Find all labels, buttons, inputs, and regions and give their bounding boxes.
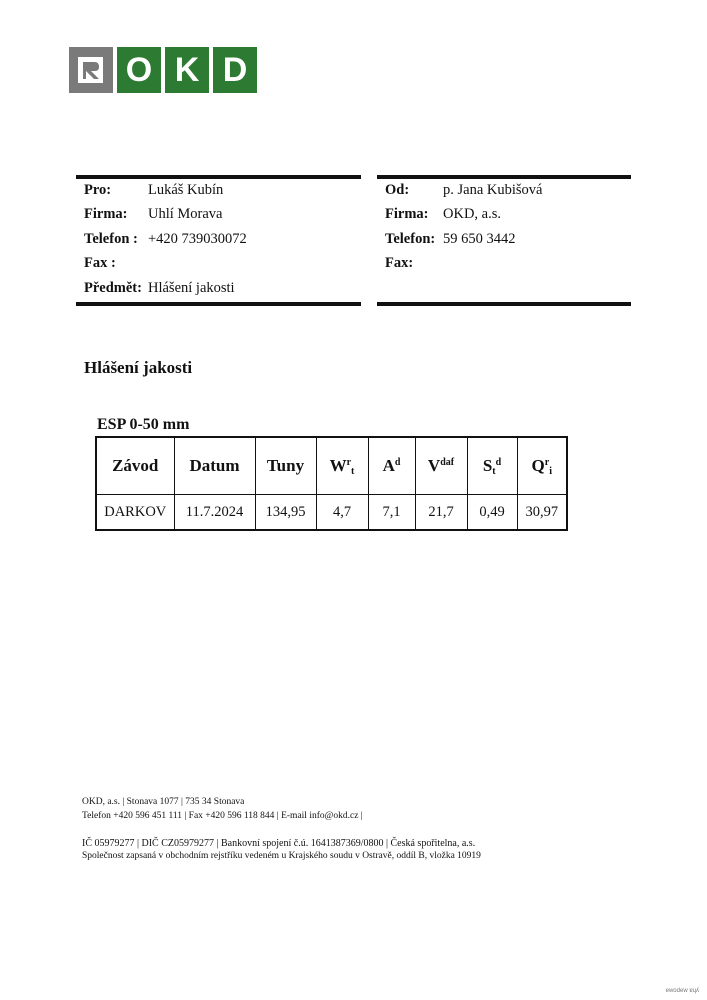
header-tuny: Tuny <box>255 437 316 495</box>
pro-label: Pro: <box>84 181 112 198</box>
footer-address: OKD, a.s. | Stonava 1077 | 735 34 Stonava <box>82 797 245 807</box>
sender-telefon-label: Telefon: <box>385 230 436 247</box>
header-s: $S_t^d$ <box>467 437 517 495</box>
recipient-firma-row <box>84 203 247 228</box>
logo-letter-k: K <box>165 47 209 93</box>
recipient-pro-row <box>84 178 247 203</box>
recipient-telefon-row <box>84 227 247 252</box>
recipient-block <box>84 178 247 301</box>
header-w: $W^r_t$ <box>316 437 368 495</box>
sender-block <box>385 178 542 276</box>
sender-telefon-row <box>385 227 542 252</box>
logo-letter-o: O <box>117 47 161 93</box>
recipient-telefon-value: +420 739030072 <box>148 230 247 247</box>
recipient-predmet-row <box>84 276 247 301</box>
sender-od-row <box>385 178 542 203</box>
cell-w: 4,7 <box>316 495 368 531</box>
document-title: Hlášení jakosti <box>84 358 193 377</box>
cell-a: 7,1 <box>368 495 415 531</box>
cell-s: 0,49 <box>467 495 517 531</box>
logo-mark-icon <box>69 47 113 93</box>
logo-letter-d: D <box>213 47 257 93</box>
header-datum: Datum <box>174 437 255 495</box>
header-rule-left-bottom <box>76 302 361 306</box>
product-title: ESP 0-50 mm <box>97 416 190 433</box>
recipient-fax-row <box>84 252 247 277</box>
cell-tuny: 134,95 <box>255 495 316 531</box>
predmet-label: Předmět: <box>84 279 142 296</box>
okd-logo <box>69 47 257 93</box>
cell-v: 21,7 <box>415 495 467 531</box>
table-row <box>96 495 567 531</box>
footer-registry: Společnost zapsaná v obchodním rejstříku vedeném u Krajského soudu v Ostravě, oddíl B, vložka 10919 <box>82 851 481 861</box>
recipient-telefon-label: Telefon : <box>84 230 138 247</box>
header-a: $A^d$ <box>368 437 415 495</box>
sender-firma-value: OKD, a.s. <box>443 206 501 223</box>
od-label: Od: <box>385 181 410 198</box>
sender-firma-row <box>385 203 542 228</box>
predmet-value: Hlášení jakosti <box>148 279 235 296</box>
cell-q: 30,97 <box>517 495 567 531</box>
sender-telefon-value: 59 650 3442 <box>443 230 516 247</box>
table-header-row <box>96 437 567 495</box>
header-q: $Q^r_i$ <box>517 437 567 495</box>
sender-fax-row <box>385 252 542 277</box>
quality-table <box>95 436 568 531</box>
od-value: p. Jana Kubišová <box>443 181 543 198</box>
recipient-fax-label: Fax : <box>84 255 116 272</box>
header-v: $V^{daf}$ <box>415 437 467 495</box>
sender-fax-label: Fax: <box>385 255 414 272</box>
header-rule-right-bottom <box>377 302 631 306</box>
footer-ids: IČ 05979277 | DIČ CZ05979277 | Bankovní spojení č.ú. 1641387369/0800 | Česká spořitelna, a.s. <box>82 838 476 849</box>
recipient-firma-label: Firma: <box>84 206 128 223</box>
footer-contact: Telefon +420 596 451 111 | Fax +420 596 118 844 | E-mail info@okd.cz | <box>82 811 363 821</box>
cell-datum: 11.7.2024 <box>174 495 255 531</box>
sender-firma-label: Firma: <box>385 206 429 223</box>
cell-zavod: DARKOV <box>96 495 174 531</box>
recipient-firma-value: Uhlí Morava <box>148 206 223 223</box>
header-zavod: Závod <box>96 437 174 495</box>
pro-value: Lukáš Kubín <box>148 181 224 198</box>
corner-mark: ewodew ɐɥʎ <box>665 988 699 994</box>
